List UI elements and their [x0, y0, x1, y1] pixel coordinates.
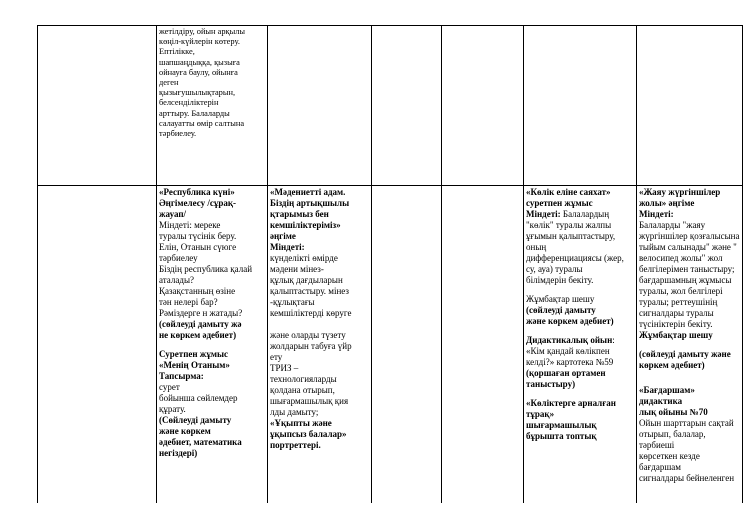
- game-label: Дидактикалық ойын: [526, 335, 613, 345]
- subject-area: (сөйлеуді дамыту және көркем әдебиет): [639, 349, 731, 370]
- table-cell: [637, 186, 743, 504]
- table-cell: [524, 186, 637, 504]
- activity-title: «Жаяу жүргіншілер жолы» әңгіме Міндеті:: [639, 187, 721, 219]
- subject-area: (Сөйлеуді дамыту және көркем әдебиет, математика негіздері): [159, 415, 242, 458]
- subject-area: (қоршаған ортамен таныстыру): [526, 368, 606, 389]
- table-cell: [38, 26, 157, 186]
- table-cell: [372, 26, 442, 186]
- activity-title: «Ұқыпты және ұқыпсыз балалар» портреттері.: [270, 418, 347, 450]
- table-cell: [442, 26, 524, 186]
- table-cell: [524, 26, 637, 186]
- activity-text: Балаларды "жаяу жүргіншілер қозғалысына тыйым салынады" және " велосипед жолы" жол белгілерімен таныстыру; бағдаршамның жұмысы туралы, жол белгілері туралы; реттеушінің сигналдары туралы түсініктерін бекіту.: [639, 220, 740, 329]
- table-cell: [268, 26, 372, 186]
- activity-text: : «Кім қандай көлікпен келді?» картотека №59: [526, 335, 615, 367]
- activity-title: Жұмбақтар шешу: [639, 330, 713, 340]
- table-row: [38, 186, 743, 504]
- activity-text: Ойын шарттарын сақтай отырып, балалар, тәрбиеші көрсеткен кезде бағдаршам сигналдары бейнеленген: [639, 418, 735, 483]
- table-row: [38, 26, 743, 186]
- activity-text: Міндеті: мереке туралы түсінік беру. Елін, Отанын сүюге тәрбиелеу Біздің республика қалай аталады? Қазақстанның өзіне тән нелері бар? Рәміздерге н жатады?: [159, 220, 253, 318]
- subject-area: (сөйлеуді дамыту және көркем әдебиет): [526, 305, 614, 326]
- table-cell: [442, 186, 524, 504]
- table-cell: [372, 186, 442, 504]
- table-cell: [268, 186, 372, 504]
- table-cell: [637, 26, 743, 186]
- activity-title: «Бағдаршам» дидактика лық ойыны №70: [639, 385, 708, 417]
- activity-title: «Мәдениетті адам. Біздің артықшылы қтарымыз бен кемшіліктеріміз» әңгіме Міндеті:: [270, 187, 350, 252]
- cell-text: жетілдіру, ойын арқылы көңіл-күйлерін көтеру. Ептілікке, шапшаңдыққа, қызыға ойнауға баулу, ойынға деген қызығушылықтарын, белсенділіктерін арттыру. Балаларды салауатты өмір салтына тәрбиелеу.: [159, 27, 246, 139]
- activity-text: Жұмбақтар шешу: [526, 294, 595, 304]
- table-cell: [157, 26, 268, 186]
- activity-text: Балалардың "көлік" туралы жалпы ұғымын қалыптастыру, оның дифференциациясы (жер, су, ауа) туралы білімдерін бекіту.: [526, 209, 624, 285]
- activity-title: «Республика күні» Әңгімелесу /сұрақ- жауап/: [159, 187, 237, 219]
- lesson-plan-table: [37, 25, 743, 503]
- table-cell: [38, 186, 157, 504]
- activity-text: сурет бойынша сөйлемдер құрату.: [159, 382, 238, 414]
- table-cell: [157, 186, 268, 504]
- goal-label: Міндеті:: [526, 209, 561, 219]
- activity-title: Суретпен жұмыс «Менің Отаным» Тапсырма:: [159, 349, 230, 381]
- activity-text: күнделікті өмірде мәдени мінез- құлық дағдыларын қалыптастыру. мінез -құлықтағы кемшіліктерді көруге және оларды түзету жолдарын табуға үйр ету ТРИЗ – технологияларды қолдана отырып, шығармашылық қия лды дамыту;: [270, 253, 352, 417]
- subject-area: (сөйлеуді дамыту жә не көркем әдебиет): [159, 319, 242, 340]
- activity-title: «Көліктерге арналған тұрақ» шығармашылық бұрышта топтық: [526, 398, 616, 441]
- activity-title: «Көлік еліне саяхат» суретпен жұмыс: [526, 187, 611, 208]
